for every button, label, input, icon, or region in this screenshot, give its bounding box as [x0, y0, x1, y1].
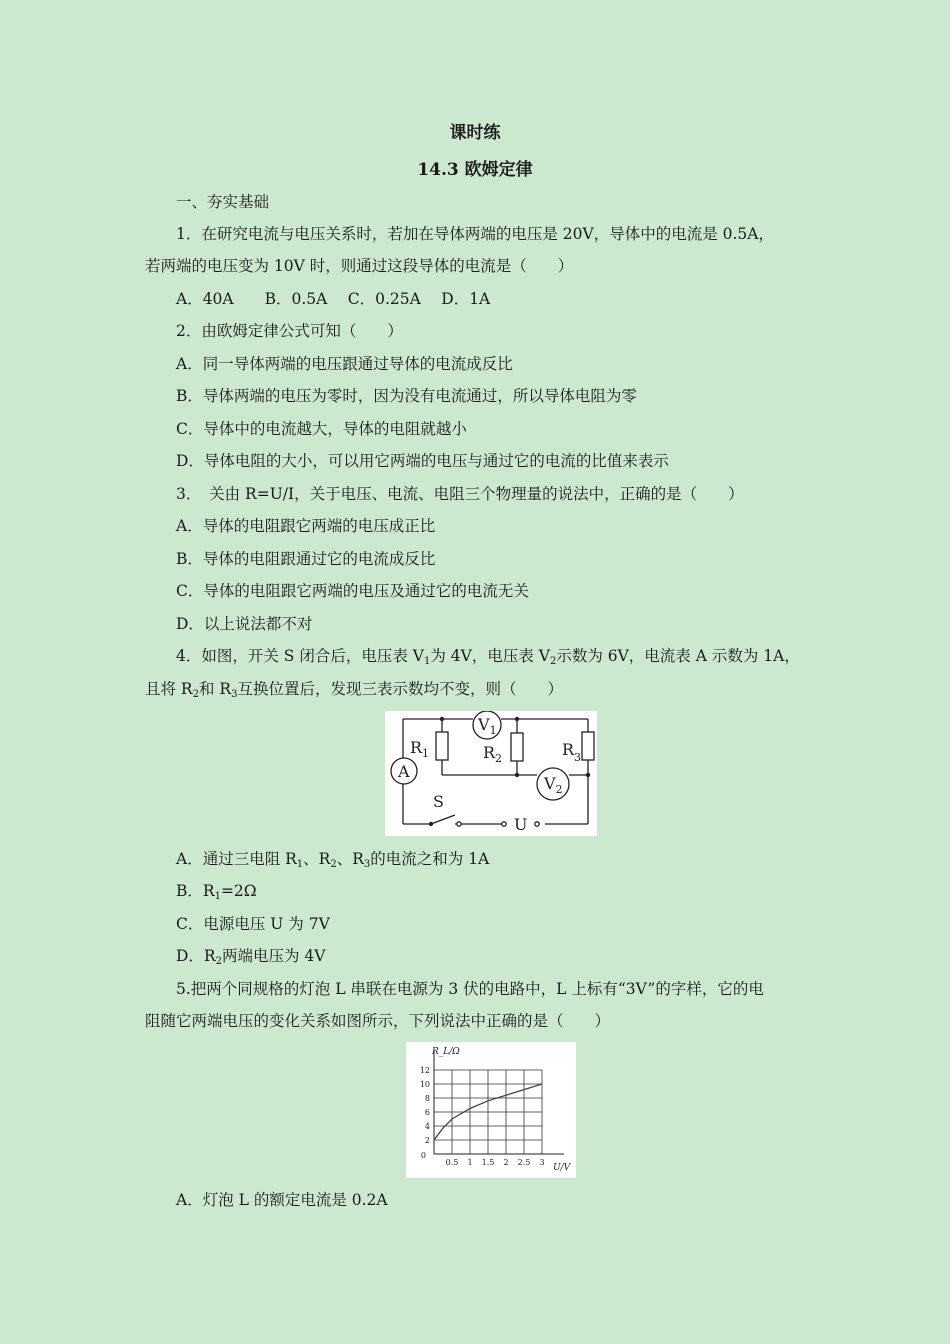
q4-option-a: A．通过三电阻 $R_1$、$R_2$、$R_3$的电流之和为 1A	[176, 850, 490, 870]
q3-option-a: A．导体的电阻跟它两端的电压成正比	[176, 517, 436, 535]
r3-label: $R_3$	[562, 740, 582, 764]
q4-option-d: D．$R_2$两端电压为 4V	[176, 947, 326, 967]
chart-svg	[406, 1042, 576, 1178]
q1-line2: 若两端的电压变为 10V 时，则通过这段导体的电流是（ ）	[145, 257, 574, 275]
y-tick-label: 4	[424, 1122, 430, 1131]
switch-label: S	[433, 792, 444, 811]
q3-option-b: B．导体的电阻跟通过它的电流成反比	[176, 550, 436, 568]
r1-label: $R_1$	[410, 738, 430, 760]
q4-line1: 4．如图，开关 S 闭合后，电压表 $V_1$为 4V，电压表 $V_2$示数为 6V，电流表 A 示数为 1A，	[176, 647, 800, 667]
q5-line1: 5.把两个同规格的灯泡 L 串联在电源为 3 伏的电路中，L 上标有“3V”的字样，它的电	[176, 980, 764, 998]
q2-option-c: C．导体中的电流越大，导体的电阻就越小	[176, 420, 467, 438]
q3-option-c: C．导体的电阻跟它两端的电压及通过它的电流无关	[176, 582, 529, 600]
ammeter-label: A	[398, 762, 410, 781]
y-tick-label: 10	[419, 1080, 430, 1089]
x-tick-label: 1.5	[481, 1158, 495, 1167]
r2-label: $R_2$	[483, 743, 503, 765]
q5-option-a: A．灯泡 L 的额定电流是 0.2A	[176, 1191, 388, 1209]
q4-option-c: C．电源电压 U 为 7V	[176, 915, 330, 933]
y-tick-label: 6	[424, 1108, 430, 1117]
q3-stem: 3． 关由 R=U/I，关于电压、电流、电阻三个物理量的说法中，正确的是（ ）	[176, 485, 744, 503]
r2-resistor	[511, 733, 523, 761]
y-axis-label: R_L/Ω	[432, 1047, 460, 1057]
x-tick-label: 0.5	[445, 1158, 459, 1167]
q1-options: A．40A B．0.5A C．0.25A D．1A	[176, 290, 491, 308]
section-heading: 一、夯实基础	[176, 193, 270, 211]
q2-option-d: D．导体电阻的大小，可以用它两端的电压与通过它的电流的比值来表示	[176, 452, 669, 470]
q4-line2: 且将 $R_2$和 $R_3$互换位置后，发现三表示数均不变，则（ ）	[145, 680, 563, 700]
q5-line2: 阻随它两端电压的变化关系如图所示，下列说法中正确的是（ ）	[145, 1012, 611, 1030]
q1-line1: 1．在研究电流与电压关系时，若加在导体两端的电压是 20V，导体中的电流是 0.5A，	[176, 225, 774, 243]
q2-option-a: A．同一导体两端的电压跟通过导体的电流成反比	[176, 355, 513, 373]
r3-resistor	[582, 732, 594, 760]
q4-option-b: B．$R_1=2\Omega$	[176, 882, 257, 902]
r1-resistor	[436, 732, 448, 760]
x-tick-label: 2.5	[517, 1158, 531, 1167]
v2-label: $V_2$	[544, 774, 563, 796]
origin-label: 0	[420, 1151, 426, 1160]
x-tick-label: 2	[503, 1158, 509, 1167]
x-tick-label: 3	[539, 1158, 545, 1167]
page-title: 课时练	[449, 123, 501, 143]
v1-label: $V_1$	[478, 715, 497, 737]
y-tick-label: 8	[424, 1094, 430, 1103]
source-label: U	[514, 815, 528, 834]
resistance-voltage-chart	[406, 1042, 576, 1178]
y-tick-label: 12	[419, 1066, 430, 1075]
circuit-diagram	[385, 711, 597, 836]
y-tick-label: 2	[424, 1136, 430, 1145]
q3-option-d: D．以上说法都不对	[176, 615, 313, 633]
x-tick-label: 1	[467, 1158, 473, 1167]
x-axis-label: U/V	[553, 1163, 571, 1173]
q2-option-b: B．导体两端的电压为零时，因为没有电流通过，所以导体电阻为零	[176, 387, 637, 405]
q2-stem: 2．由欧姆定律公式可知（ ）	[176, 322, 403, 340]
lesson-title: 14.3 欧姆定律	[417, 160, 533, 180]
circuit-svg	[385, 711, 597, 836]
